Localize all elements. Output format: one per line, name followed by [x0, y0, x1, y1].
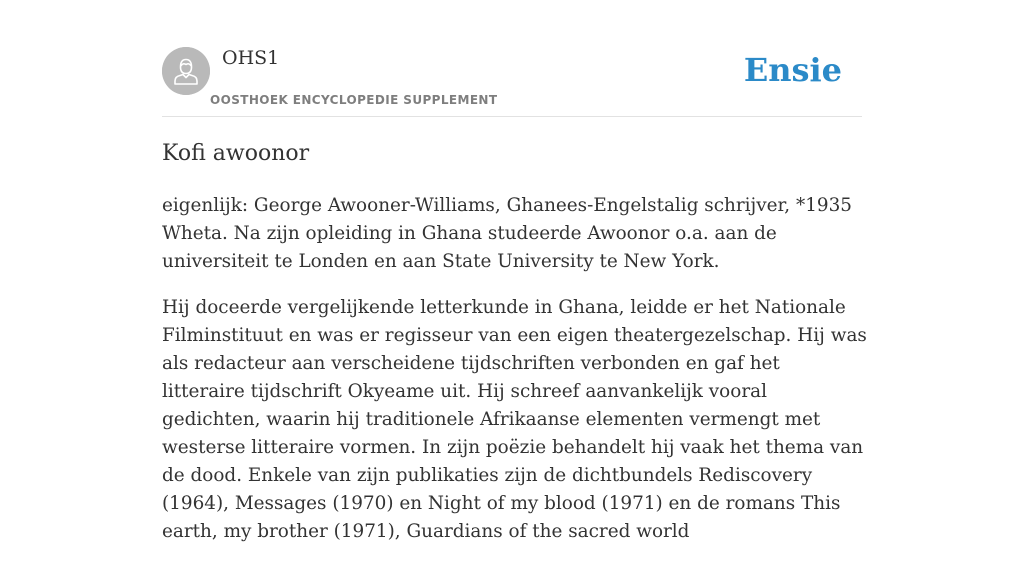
- article-paragraph-2: Hij doceerde vergelijkende letterkunde in Ghana, leidde er het Nationale Filminstituut en was er regisseur van een eigen theatergezelschap. Hij was als redacteur aan verscheidene tijdschriften verbonden en gaf het litteraire tijdschrift Okyeame uit. Hij schreef aanvankelijk vooral gedichten, waarin hij traditionele Afrikaanse elementen vermengt met westerse litteraire vormen. In zijn poëzie behandelt hij vaak het thema van de dood. Enkele van zijn publikaties zijn de dichtbundels Rediscovery (1964), Messages (1970) en Night of my blood (1971) en de romans This earth, my brother (1971), Guardians of the sacred world: [162, 297, 867, 542]
- user-name[interactable]: OHS1: [222, 47, 280, 69]
- ensie-logo[interactable]: Ensie: [743, 51, 842, 89]
- article-title: Kofi awoonor: [162, 141, 310, 166]
- person-outline-icon: [162, 47, 210, 95]
- source-name[interactable]: OOSTHOEK ENCYCLOPEDIE SUPPLEMENT: [210, 93, 498, 107]
- user-avatar-icon[interactable]: [162, 47, 210, 95]
- article-body: [162, 192, 868, 564]
- article-header: [162, 46, 862, 117]
- article-paragraph-1: eigenlijk: George Awooner-Williams, Ghanees-Engelstalig schrijver, *1935 Wheta. Na zijn opleiding in Ghana studeerde Awoonor o.a. aan de universiteit te Londen en aan State University te New York.: [162, 195, 852, 272]
